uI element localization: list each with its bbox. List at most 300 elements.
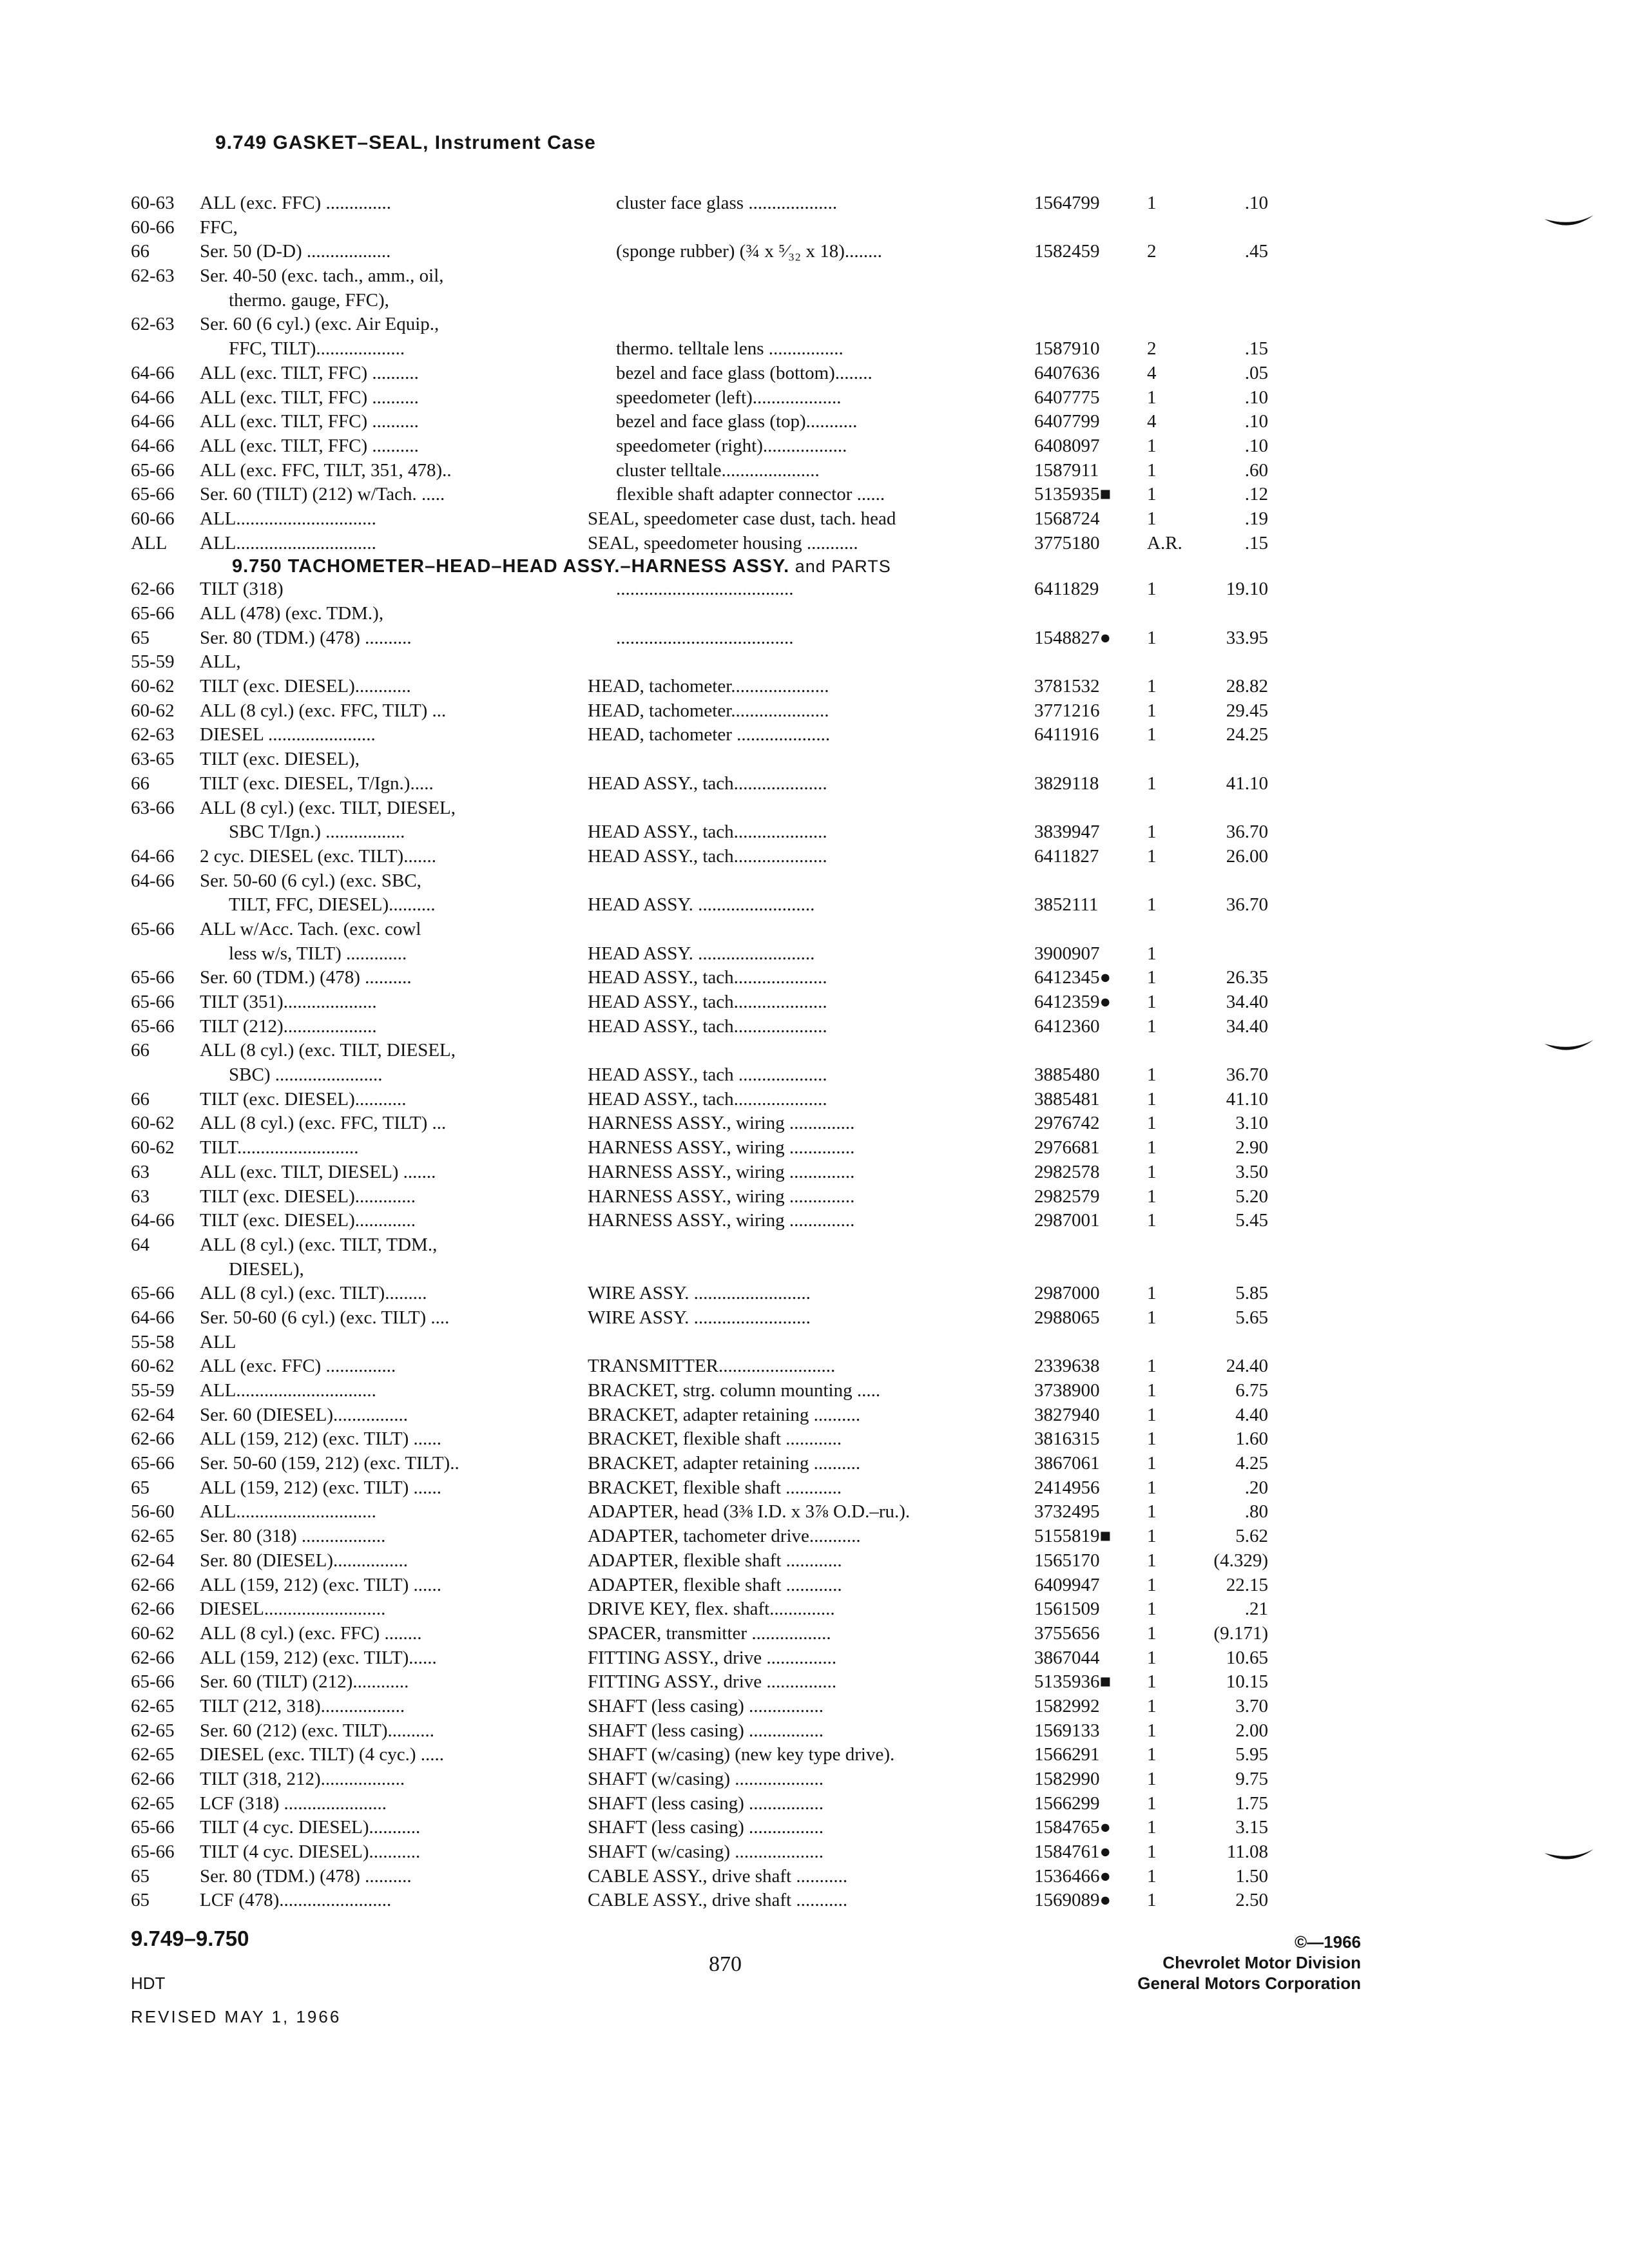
parts-row bbox=[0, 1646, 1629, 1671]
parts-row bbox=[0, 1233, 1629, 1258]
parts-row bbox=[0, 1111, 1629, 1136]
application: less w/s, TILT) ............. bbox=[229, 943, 407, 964]
part-number: 2976742 bbox=[1034, 1113, 1100, 1134]
parts-row bbox=[0, 893, 1629, 918]
quantity: 1 bbox=[1147, 1015, 1157, 1037]
list-price: 1.75 bbox=[1235, 1792, 1268, 1814]
parts-row bbox=[0, 1816, 1629, 1840]
application: 2 cyc. DIESEL (exc. TILT)....... bbox=[200, 845, 436, 867]
quantity: 1 bbox=[1147, 508, 1157, 529]
quantity: A.R. bbox=[1147, 532, 1182, 553]
part-number: 1565170 bbox=[1034, 1550, 1100, 1571]
quantity: 1 bbox=[1147, 894, 1157, 916]
description: HARNESS ASSY., wiring .............. bbox=[588, 1113, 855, 1134]
division-name: Chevrolet Motor Division bbox=[1162, 1953, 1361, 1972]
parts-row bbox=[0, 942, 1629, 966]
parts-row bbox=[0, 337, 1629, 361]
parts-row bbox=[0, 1209, 1629, 1233]
description: HARNESS ASSY., wiring .............. bbox=[588, 1161, 855, 1182]
quantity: 1 bbox=[1147, 1428, 1157, 1450]
list-price: .15 bbox=[1244, 338, 1268, 360]
quantity: 2 bbox=[1147, 338, 1157, 360]
quantity: 1 bbox=[1147, 1671, 1157, 1693]
quantity: 1 bbox=[1147, 459, 1157, 481]
parts-row bbox=[0, 650, 1629, 675]
parts-row bbox=[0, 796, 1629, 821]
part-number: 2987001 bbox=[1034, 1210, 1100, 1231]
list-price: 5.62 bbox=[1235, 1526, 1268, 1547]
description: HEAD ASSY., tach.................... bbox=[588, 773, 827, 794]
description: HEAD ASSY., tach.................... bbox=[588, 845, 827, 867]
part-number: 5135936■ bbox=[1034, 1671, 1112, 1693]
model-years: 62-66 bbox=[131, 1647, 175, 1668]
part-number: 2414956 bbox=[1034, 1477, 1100, 1498]
application: Ser. 80 (318) .................. bbox=[200, 1526, 386, 1547]
description: HEAD ASSY., tach ................... bbox=[588, 1064, 827, 1086]
parts-row bbox=[0, 216, 1629, 240]
application: ALL.............................. bbox=[200, 508, 376, 529]
model-years: 60-66 bbox=[131, 508, 175, 529]
quantity: 1 bbox=[1147, 1404, 1157, 1425]
parts-row bbox=[0, 289, 1629, 313]
parts-row bbox=[0, 1695, 1629, 1719]
list-price: .19 bbox=[1244, 508, 1268, 529]
model-years: 63 bbox=[131, 1161, 149, 1182]
parts-row bbox=[0, 845, 1629, 869]
quantity: 2 bbox=[1147, 241, 1157, 262]
part-number: 3816315 bbox=[1034, 1428, 1100, 1450]
parts-row bbox=[0, 507, 1629, 532]
quantity: 1 bbox=[1147, 1453, 1157, 1474]
quantity: 1 bbox=[1147, 1865, 1157, 1887]
application: Ser. 60 (6 cyl.) (exc. Air Equip., bbox=[200, 314, 439, 335]
model-years: 65-66 bbox=[131, 1283, 175, 1304]
description: BRACKET, flexible shaft ............ bbox=[588, 1477, 842, 1498]
parts-row bbox=[0, 483, 1629, 507]
parts-row bbox=[0, 918, 1629, 942]
application: Ser. 40-50 (exc. tach., amm., oil, bbox=[200, 265, 444, 287]
description: ADAPTER, flexible shaft ............ bbox=[588, 1574, 842, 1595]
list-price: 24.25 bbox=[1226, 724, 1268, 745]
quantity: 1 bbox=[1147, 435, 1157, 456]
quantity: 1 bbox=[1147, 1064, 1157, 1086]
list-price: .10 bbox=[1244, 411, 1268, 432]
application: ALL.............................. bbox=[200, 532, 376, 553]
section-heading-title: 9.750 TACHOMETER–HEAD–HEAD ASSY.–HARNESS ASSY. bbox=[232, 556, 790, 577]
description: HEAD ASSY., tach.................... bbox=[588, 1015, 827, 1037]
list-price: .60 bbox=[1244, 459, 1268, 481]
model-years: 66 bbox=[131, 1040, 149, 1061]
model-years: 64-66 bbox=[131, 845, 175, 867]
model-years: 62-65 bbox=[131, 1792, 175, 1814]
part-number: 6411827 bbox=[1034, 845, 1099, 867]
part-number: 1584761● bbox=[1034, 1841, 1112, 1863]
part-number: 6408097 bbox=[1034, 435, 1100, 456]
parts-row bbox=[0, 434, 1629, 459]
part-number: 3839947 bbox=[1034, 822, 1100, 843]
parts-table bbox=[0, 191, 1629, 1913]
model-years: 56-60 bbox=[131, 1501, 175, 1523]
part-number: 6409947 bbox=[1034, 1574, 1100, 1595]
application: TILT (318) bbox=[200, 579, 284, 600]
revision-date: REVISED MAY 1, 1966 bbox=[131, 2007, 342, 2026]
description: HARNESS ASSY., wiring .............. bbox=[588, 1210, 855, 1231]
model-years: 60-62 bbox=[131, 700, 175, 721]
quantity: 1 bbox=[1147, 1744, 1157, 1765]
model-years: 65-66 bbox=[131, 918, 175, 939]
application: SBC) ....................... bbox=[229, 1064, 383, 1086]
description: cluster telltale..................... bbox=[616, 459, 820, 481]
application: ALL.............................. bbox=[200, 1380, 376, 1401]
description: BRACKET, adapter retaining .......... bbox=[588, 1453, 861, 1474]
description: SPACER, transmitter ................. bbox=[588, 1622, 831, 1644]
model-years: 65-66 bbox=[131, 603, 175, 624]
part-number: 2987000 bbox=[1034, 1283, 1100, 1304]
application: ALL (exc. TILT, FFC) .......... bbox=[200, 387, 419, 408]
parts-row bbox=[0, 772, 1629, 796]
part-number: 3781532 bbox=[1034, 676, 1100, 697]
model-years: 62-66 bbox=[131, 1599, 175, 1620]
description: HEAD ASSY., tach.................... bbox=[588, 967, 827, 988]
list-price: 22.15 bbox=[1226, 1574, 1268, 1595]
application: Ser. 80 (TDM.) (478) .......... bbox=[200, 1865, 412, 1887]
parts-row bbox=[0, 1524, 1629, 1549]
part-number: 6407799 bbox=[1034, 411, 1100, 432]
list-price: 5.65 bbox=[1235, 1307, 1268, 1328]
description: SEAL, speedometer case dust, tach. head bbox=[588, 508, 896, 529]
description: BRACKET, adapter retaining .......... bbox=[588, 1404, 861, 1425]
parts-row bbox=[0, 1379, 1629, 1403]
quantity: 1 bbox=[1147, 1113, 1157, 1134]
description: speedometer (left)................... bbox=[616, 387, 842, 408]
part-number: 1582992 bbox=[1034, 1695, 1100, 1716]
list-price: .20 bbox=[1244, 1477, 1268, 1498]
model-years: 60-62 bbox=[131, 1137, 175, 1158]
parts-row bbox=[0, 990, 1629, 1015]
model-years: 64 bbox=[131, 1234, 149, 1255]
application: ALL (exc. FFC, TILT, 351, 478).. bbox=[200, 459, 452, 481]
quantity: 1 bbox=[1147, 1622, 1157, 1644]
part-number: 1587910 bbox=[1034, 338, 1100, 360]
model-years: ALL bbox=[131, 532, 168, 553]
section-heading-line bbox=[232, 555, 891, 577]
publisher-block bbox=[1137, 1932, 1361, 1994]
parts-row bbox=[0, 747, 1629, 772]
quantity: 1 bbox=[1147, 1550, 1157, 1571]
application: ALL, bbox=[200, 651, 241, 673]
part-number: 2988065 bbox=[1034, 1307, 1100, 1328]
application: ALL (8 cyl.) (exc. TILT)......... bbox=[200, 1283, 427, 1304]
model-years: 65-66 bbox=[131, 459, 175, 481]
binder-hole-mark-bottom bbox=[1543, 1848, 1595, 1865]
model-years: 65 bbox=[131, 1865, 149, 1887]
description: ...................................... bbox=[616, 627, 794, 648]
list-price: .10 bbox=[1244, 435, 1268, 456]
list-price: 2.90 bbox=[1235, 1137, 1268, 1158]
list-price: 4.40 bbox=[1235, 1404, 1268, 1425]
application: Ser. 50 (D-D) .................. bbox=[200, 241, 391, 262]
application: ALL bbox=[200, 1331, 236, 1352]
description: HEAD, tachometer .................... bbox=[588, 724, 831, 745]
description: cluster face glass ................... bbox=[616, 193, 838, 213]
parts-row bbox=[0, 1185, 1629, 1209]
application: TILT (exc. DIESEL)............ bbox=[200, 676, 411, 697]
quantity: 1 bbox=[1147, 1501, 1157, 1523]
application: ALL (exc. TILT, DIESEL) ....... bbox=[200, 1161, 436, 1182]
list-price: (9.171) bbox=[1213, 1622, 1268, 1644]
part-number: 1564799 bbox=[1034, 193, 1100, 213]
model-years: 62-63 bbox=[131, 265, 175, 287]
description: thermo. telltale lens ................ bbox=[616, 338, 843, 360]
description: SHAFT (w/casing) ................... bbox=[588, 1769, 824, 1789]
part-number: 6411829 bbox=[1034, 579, 1099, 600]
application: Ser. 80 (DIESEL)................ bbox=[200, 1550, 408, 1571]
list-price: .15 bbox=[1244, 532, 1268, 553]
quantity: 1 bbox=[1147, 1599, 1157, 1620]
part-number: 3867044 bbox=[1034, 1647, 1100, 1668]
application: Ser. 60 (TILT) (212) w/Tach. ..... bbox=[200, 484, 445, 505]
description: SHAFT (less casing) ................ bbox=[588, 1720, 824, 1741]
application: ALL (159, 212) (exc. TILT) ...... bbox=[200, 1477, 442, 1498]
part-number: 1587911 bbox=[1034, 459, 1099, 481]
list-price: .21 bbox=[1244, 1599, 1268, 1620]
part-number: 1561509 bbox=[1034, 1599, 1100, 1620]
list-price: 33.95 bbox=[1226, 627, 1268, 648]
quantity: 1 bbox=[1147, 1307, 1157, 1328]
list-price: 2.00 bbox=[1235, 1720, 1268, 1741]
model-years: 65-66 bbox=[131, 1817, 175, 1838]
application: ALL (478) (exc. TDM.), bbox=[200, 603, 384, 624]
model-years: 62-65 bbox=[131, 1744, 175, 1765]
parts-row bbox=[0, 869, 1629, 894]
description: BRACKET, flexible shaft ............ bbox=[588, 1428, 842, 1450]
quantity: 1 bbox=[1147, 193, 1157, 213]
application: ALL (159, 212) (exc. TILT) ...... bbox=[200, 1428, 442, 1450]
quantity: 1 bbox=[1147, 1769, 1157, 1789]
model-years: 55-59 bbox=[131, 651, 175, 673]
parts-row bbox=[0, 602, 1629, 626]
quantity: 1 bbox=[1147, 1841, 1157, 1863]
model-years: 60-66 bbox=[131, 216, 175, 238]
description: BRACKET, strg. column mounting ..... bbox=[588, 1380, 881, 1401]
list-price: 3.10 bbox=[1235, 1113, 1268, 1134]
parts-row bbox=[0, 1403, 1629, 1428]
model-years: 62-65 bbox=[131, 1720, 175, 1741]
parts-row bbox=[0, 1331, 1629, 1355]
application: ALL (8 cyl.) (exc. TILT, DIESEL, bbox=[200, 797, 456, 818]
quantity: 1 bbox=[1147, 1695, 1157, 1716]
part-number: 3771216 bbox=[1034, 700, 1100, 721]
model-years: 64-66 bbox=[131, 870, 175, 891]
list-price: .10 bbox=[1244, 387, 1268, 408]
part-number: 6412345● bbox=[1034, 967, 1112, 988]
list-price: 41.10 bbox=[1226, 773, 1268, 794]
description: HEAD, tachometer..................... bbox=[588, 676, 829, 697]
parts-row bbox=[0, 1427, 1629, 1452]
part-number: 1548827● bbox=[1034, 627, 1112, 648]
application: TILT.......................... bbox=[200, 1137, 359, 1158]
section-range: 9.749–9.750 bbox=[131, 1927, 249, 1950]
part-number: 2976681 bbox=[1034, 1137, 1100, 1158]
application: ALL (159, 212) (exc. TILT)...... bbox=[200, 1647, 437, 1668]
application: ALL (8 cyl.) (exc. FFC, TILT) ... bbox=[200, 1113, 447, 1134]
quantity: 1 bbox=[1147, 1356, 1157, 1377]
model-years: 55-59 bbox=[131, 1380, 175, 1401]
part-number: 1582990 bbox=[1034, 1769, 1100, 1789]
application: ALL (8 cyl.) (exc. TILT, DIESEL, bbox=[200, 1040, 456, 1061]
quantity: 1 bbox=[1147, 1792, 1157, 1814]
application: ALL (exc. TILT, FFC) .......... bbox=[200, 362, 419, 383]
quantity: 1 bbox=[1147, 773, 1157, 794]
application: ALL (8 cyl.) (exc. TILT, TDM., bbox=[200, 1234, 438, 1255]
model-years: 60-62 bbox=[131, 1113, 175, 1134]
list-price: 24.40 bbox=[1226, 1356, 1268, 1377]
quantity: 1 bbox=[1147, 579, 1157, 600]
description: HEAD, tachometer..................... bbox=[588, 700, 829, 721]
description: flexible shaft adapter connector ...... bbox=[616, 484, 885, 505]
model-years: 64-66 bbox=[131, 362, 175, 383]
parts-row bbox=[0, 361, 1629, 386]
description: HARNESS ASSY., wiring .............. bbox=[588, 1186, 855, 1207]
description: CABLE ASSY., drive shaft ........... bbox=[588, 1890, 848, 1911]
parts-row bbox=[0, 532, 1629, 556]
parts-row bbox=[0, 966, 1629, 990]
list-price: 36.70 bbox=[1226, 1064, 1268, 1086]
part-number: 1566291 bbox=[1034, 1744, 1100, 1765]
application: TILT (212, 318).................. bbox=[200, 1695, 405, 1716]
list-price: .12 bbox=[1244, 484, 1268, 505]
model-years: 62-66 bbox=[131, 1769, 175, 1789]
parts-row bbox=[0, 1670, 1629, 1695]
binder-hole-mark-middle bbox=[1543, 1039, 1595, 1055]
list-price: 9.75 bbox=[1235, 1769, 1268, 1789]
part-number: 3867061 bbox=[1034, 1453, 1100, 1474]
application: TILT (351).................... bbox=[200, 992, 377, 1012]
description: HEAD ASSY. ......................... bbox=[588, 894, 815, 916]
part-number: 3738900 bbox=[1034, 1380, 1100, 1401]
list-price: 41.10 bbox=[1226, 1088, 1268, 1110]
list-price: 10.65 bbox=[1226, 1647, 1268, 1668]
application: LCF (478)........................ bbox=[200, 1890, 392, 1911]
corporation-name: General Motors Corporation bbox=[1137, 1974, 1361, 1993]
part-number: 3829118 bbox=[1034, 773, 1099, 794]
model-years: 62-63 bbox=[131, 314, 175, 335]
application: Ser. 60 (DIESEL)................ bbox=[200, 1404, 408, 1425]
description: DRIVE KEY, flex. shaft.............. bbox=[588, 1599, 835, 1620]
list-price: 26.35 bbox=[1226, 967, 1268, 988]
quantity: 1 bbox=[1147, 724, 1157, 745]
parts-row bbox=[0, 1888, 1629, 1913]
application: FFC, TILT)................... bbox=[229, 338, 405, 360]
model-years: 60-63 bbox=[131, 193, 175, 213]
description: SHAFT (w/casing) (new key type drive). bbox=[588, 1744, 895, 1765]
model-years: 62-66 bbox=[131, 1574, 175, 1595]
model-years: 60-62 bbox=[131, 1356, 175, 1377]
list-price: 3.15 bbox=[1235, 1817, 1268, 1838]
parts-row bbox=[0, 191, 1629, 216]
parts-row bbox=[0, 675, 1629, 699]
quantity: 1 bbox=[1147, 822, 1157, 843]
parts-row bbox=[0, 1306, 1629, 1331]
quantity: 1 bbox=[1147, 1817, 1157, 1838]
parts-row bbox=[0, 1282, 1629, 1306]
quantity: 1 bbox=[1147, 967, 1157, 988]
application: TILT (4 cyc. DIESEL)........... bbox=[200, 1841, 421, 1863]
parts-row bbox=[0, 820, 1629, 845]
description: bezel and face glass (top)........... bbox=[616, 411, 858, 432]
application: FFC, bbox=[200, 216, 238, 238]
application: TILT (exc. DIESEL)............. bbox=[200, 1186, 416, 1207]
application: SBC T/Ign.) ................. bbox=[229, 822, 405, 843]
list-price: 28.82 bbox=[1226, 676, 1268, 697]
application: TILT (exc. DIESEL)............. bbox=[200, 1210, 416, 1231]
application: ALL w/Acc. Tach. (exc. cowl bbox=[200, 918, 421, 939]
parts-row bbox=[0, 1597, 1629, 1622]
list-price: 4.25 bbox=[1235, 1453, 1268, 1474]
model-years: 65-66 bbox=[131, 992, 175, 1012]
part-number: 3852111 bbox=[1034, 894, 1099, 916]
description: WIRE ASSY. ......................... bbox=[588, 1283, 811, 1304]
parts-row bbox=[0, 1136, 1629, 1160]
part-number: 3900907 bbox=[1034, 943, 1100, 964]
model-years: 65-66 bbox=[131, 1015, 175, 1037]
description: FITTING ASSY., drive ............... bbox=[588, 1671, 837, 1693]
model-years: 65-66 bbox=[131, 1671, 175, 1693]
parts-row bbox=[0, 1743, 1629, 1767]
quantity: 1 bbox=[1147, 1477, 1157, 1498]
application: DIESEL (exc. TILT) (4 cyc.) ..... bbox=[200, 1744, 445, 1765]
model-years: 65-66 bbox=[131, 1453, 175, 1474]
quantity: 1 bbox=[1147, 1890, 1157, 1911]
model-years: 66 bbox=[131, 1088, 149, 1110]
list-price: 5.85 bbox=[1235, 1283, 1268, 1304]
part-number: 1569089● bbox=[1034, 1890, 1112, 1911]
application: ALL (exc. FFC) ............... bbox=[200, 1356, 396, 1377]
part-number: 6412359● bbox=[1034, 992, 1112, 1012]
application: Ser. 80 (TDM.) (478) .......... bbox=[200, 627, 412, 648]
list-price: 11.08 bbox=[1226, 1841, 1268, 1863]
list-price: 10.15 bbox=[1226, 1671, 1268, 1693]
part-number: 3732495 bbox=[1034, 1501, 1100, 1523]
description: ...................................... bbox=[616, 579, 794, 600]
copyright: ©—1966 bbox=[1295, 1932, 1361, 1952]
description: SHAFT (less casing) ................ bbox=[588, 1817, 824, 1838]
parts-row bbox=[0, 410, 1629, 434]
application: DIESEL ....................... bbox=[200, 724, 376, 745]
section-title: 9.749 GASKET–SEAL, Instrument Case bbox=[215, 132, 596, 153]
parts-row bbox=[0, 723, 1629, 747]
application: DIESEL.......................... bbox=[200, 1599, 386, 1620]
list-price: 36.70 bbox=[1226, 894, 1268, 916]
list-price: (4.329) bbox=[1213, 1550, 1268, 1571]
parts-row bbox=[0, 459, 1629, 483]
application: TILT (4 cyc. DIESEL)........... bbox=[200, 1817, 421, 1838]
parts-row bbox=[0, 577, 1629, 602]
description: HEAD ASSY., tach.................... bbox=[588, 992, 827, 1012]
quantity: 1 bbox=[1147, 1137, 1157, 1158]
application: TILT (212).................... bbox=[200, 1015, 377, 1037]
parts-row bbox=[0, 1476, 1629, 1501]
part-number: 1582459 bbox=[1034, 241, 1100, 262]
section-heading-tail: and PARTS bbox=[789, 557, 891, 577]
model-years: 62-66 bbox=[131, 579, 175, 600]
application: Ser. 50-60 (6 cyl.) (exc. SBC, bbox=[200, 870, 421, 891]
description: (sponge rubber) (¾ x ⁵⁄₃₂ x 18)........ bbox=[616, 241, 882, 262]
description: FITTING ASSY., drive ............... bbox=[588, 1647, 837, 1668]
parts-row bbox=[0, 1088, 1629, 1112]
model-years: 66 bbox=[131, 773, 149, 794]
application: ALL (exc. FFC) .............. bbox=[200, 193, 391, 213]
